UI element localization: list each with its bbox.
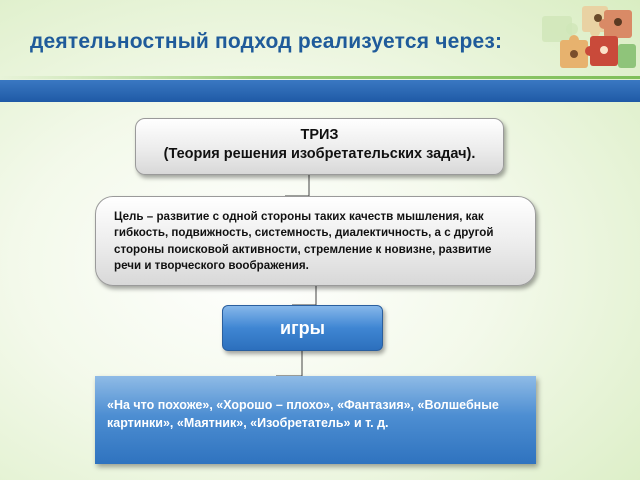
games-box [222, 305, 383, 351]
goal-box [95, 196, 536, 286]
triz-title: ТРИЗ [300, 127, 339, 143]
triz-subtitle: (Теория решения изобретательских задач). [163, 146, 476, 162]
games-label: игры [280, 318, 325, 338]
goal-text: Цель – развитие с одной стороны таких качеств мышления, как гибкость, подвижность, системность, диалектичность, а с другой стороны поисковой активности, стремление к новизне, развитие речи и творческого воображения. [114, 210, 494, 272]
examples-box [95, 376, 536, 464]
slide-title: деятельностный подход реализуется через: [30, 30, 503, 53]
examples-text: «На что похоже», «Хорошо – плохо», «Фантазия», «Волшебные картинки», «Маятник», «Изобретатель» и т. д. [107, 398, 499, 430]
triz-box [135, 118, 504, 175]
